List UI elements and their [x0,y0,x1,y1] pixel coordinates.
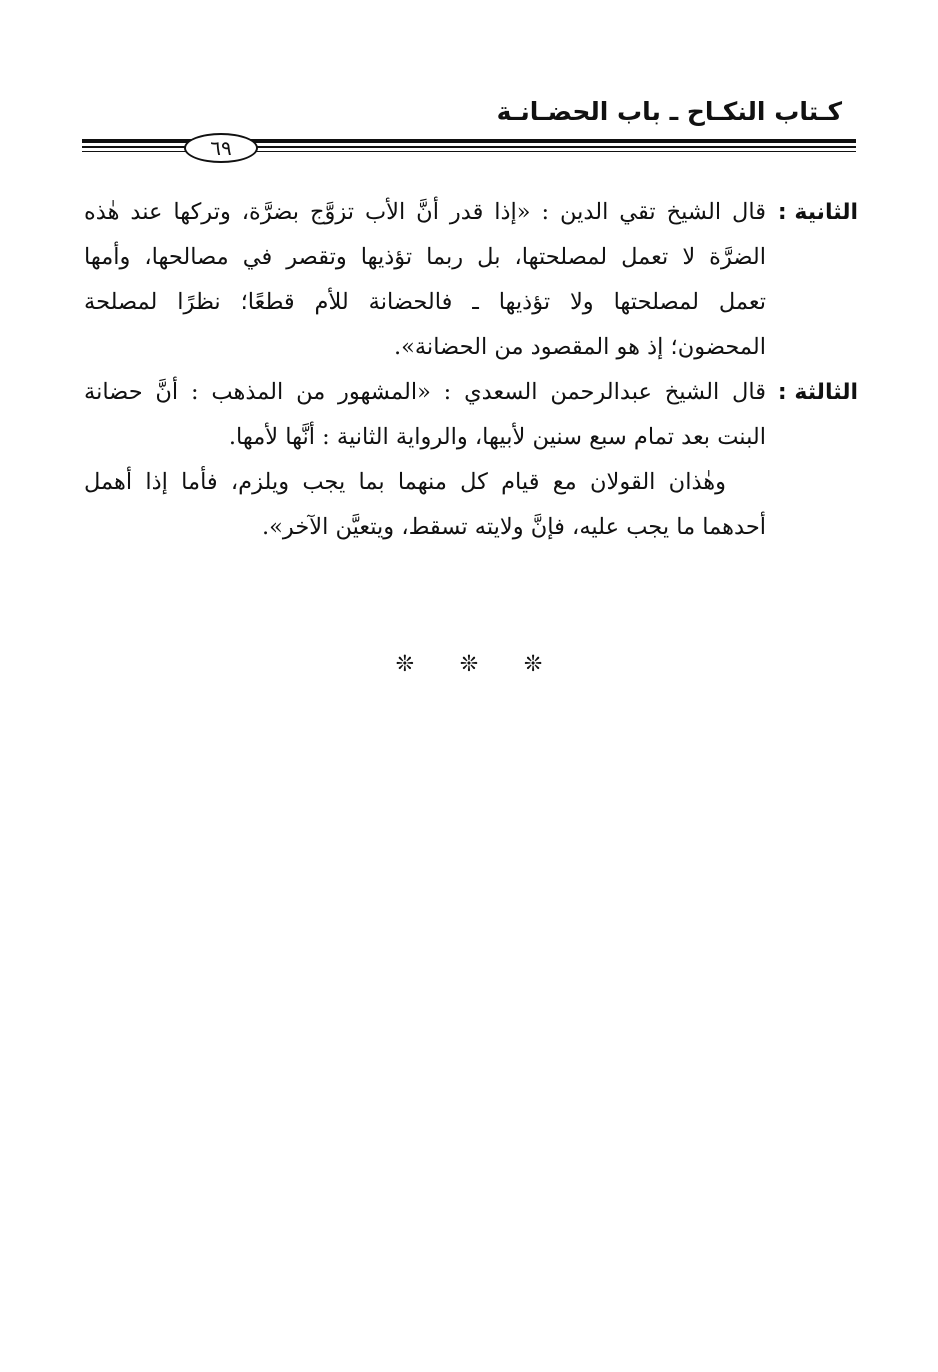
paragraph-label: الثالثة : [777,380,858,405]
text-line: أحدهما ما يجب عليه، فإنَّ ولايته تسقط، ويتعيَّن الآخر». [262,514,766,540]
text-line: البنت بعد تمام سبع سنين لأبيها، والرواية الثانية : أنَّها لأمها. [228,424,766,450]
paragraph-label: الثانية : [777,200,858,225]
asterism-star: ❊ [523,652,543,677]
header-rule [82,133,856,163]
page-number-badge [184,133,258,163]
text-line: قال الشيخ تقي الدين : «إذا قدر أنَّ الأب تزوَّج بضرَّة، وتركها عند هٰذه [84,199,766,225]
text-line: الضرَّة لا تعمل لمصلحتها، بل ربما تؤذيها وتقصر في مصالحها، وأمها [84,244,766,270]
paragraph-second-point [84,190,858,370]
asterism-star: ❊ [459,652,479,677]
running-title: كـتاب النكـاح ـ باب الحضـانـة [496,97,842,126]
main-text [84,190,858,550]
asterism-star: ❊ [395,652,415,677]
text-line: المحضون؛ إذ هو المقصود من الحضانة». [393,334,766,360]
paragraph-lines [84,460,776,550]
section-separator [0,652,938,677]
text-line: تعمل لمصلحتها ولا تؤذيها ـ فالحضانة للأم قطعًا؛ نظرًا لمصلحة [84,289,766,315]
paragraph-lines [84,370,776,460]
text-line: قال الشيخ عبدالرحمن السعدي : «المشهور من المذهب : أنَّ حضانة [84,379,766,405]
page-number: ٦٩ [210,136,232,160]
paragraph-lines [84,190,776,370]
paragraph-third-point [84,370,858,460]
paragraph-continuation [84,460,858,550]
text-line: وهٰذان القولان مع قيام كل منهما بما يجب ويلزم، فأما إذا أهمل [84,469,726,495]
